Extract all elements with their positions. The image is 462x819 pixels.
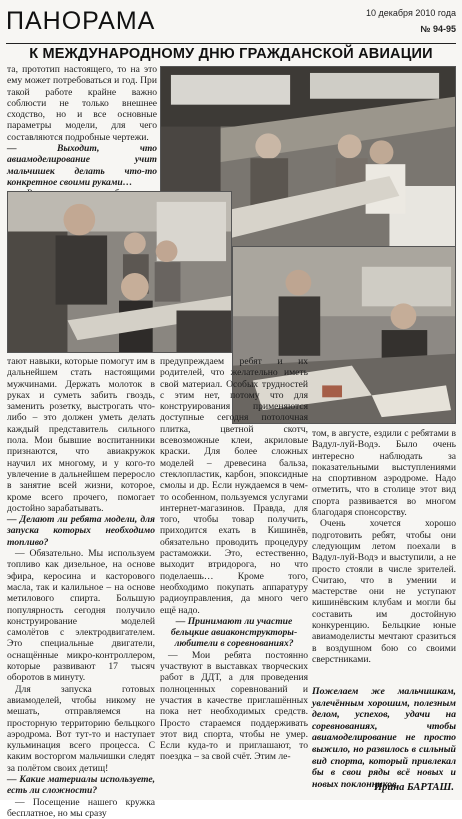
column-3 [312,428,456,684]
paragraph: — Мои ребята постоянно участвуют в выставках творческих работ в ДДТ, а для проведения полноценных соревнований и участия в качестве приглашённых пока нет необходимых средств. Просто стараемся поддерживать этот вид спорта, чтобы не умер. Если куда-то и приглашают, то поездка – за свой счёт. Этим ле- [160,649,308,763]
interview-question: — Выходит, что авиамоделирование учит мальчишек делать что-то конкретное своими руками… [7,143,157,188]
issue-date: 10 декабря 2010 года [365,8,456,18]
paragraph: та, прототип настоящего, то на это ему может потребоваться и год. При такой работе крайне важно соблюсти не только внешнее сходство, но и все основные параметры модели, для чего составляются подробные чертежи. [7,64,157,143]
interview-question: — Какие материалы используете, есть ли сложности? [7,773,155,797]
interview-question: — Делают ли ребята модели, для запуска которых необходимо топливо? [7,514,155,548]
photo-teacher-with-boys [7,191,232,353]
section-title: ПАНОРАМА [6,7,156,35]
photo-teacher-with-boys-image [8,192,231,352]
column-1-top [7,64,157,194]
masthead [6,4,456,44]
paragraph: Очень хочется хорошо подготовить ребят, чтобы они следующим летом поехали в Вадул-луй-Водэ и выступили, а не просто стояли в числе зрителей. Считаю, что в умении и мастерстве они не уступают кишинёвским клубам и могли бы составить им достойную конкуренцию. Бельцкие юные авиамоделисты мечтают сразиться в воздушном бою со своими сверстниками. [312,518,456,665]
paragraph: — Посещение нашего кружка бесплатное, но мы сразу [7,796,155,819]
issue-number: № 94-95 [420,24,456,34]
paragraph: — Обязательно. Мы используем топливо как дизельное, на основе эфира, керосина и касторового масла, так и калильное – на основе метилового спирта. Большую популярность сегодня получило конструирование моделей самолётов с электродвигателем. Это специальные двигатели, оснащённые микро-контроллером, которые развивают 17 тысяч оборотов в минуту. [7,548,155,684]
column-2 [160,356,308,786]
paragraph: предупреждаем ребят и их родителей, что желательно иметь свой материал. Особых трудностей с этим нет, потому что для конструирования применяются доступные сегодня потолочная плитка, цветной скотч, всевозможные клеи, акриловые краски. Для более сложных моделей – древесина бальза, стеклопластик, карбон, эпоксидные смолы и др. Если нуждаемся в чем-то особенном, пользуемся услугами интернет-магазинов. Правда, для того, чтобы товар получить, приходится ехать в Кишинёв, обязательно проводить процедуру растаможки. Это, естественно, выходит втридорога, но что поделаешь… Кроме того, необходимо покупать аппаратуру радиоуправления, да много чего ещё надо. [160,356,308,616]
interview-question: — Принимают ли участие бельцкие авиаконструкторы-любители в соревнованиях? [170,615,298,650]
paragraph: тают навыки, которые помогут им в дальнейшем стать настоящими мужчинами. Держать молоток в руках и суметь забить гвоздь, заменить розетку, выстрогать что-либо – это должен уметь делать каждый представитель сильного пола. Мои бывшие воспитанники признаются, что авиакружок научил их многому, и у кого-то увлечение в дальнейшем переросло в занятие всей жизни, которое, кроме всего прочего, помогает достойно зарабатывать. [7,356,155,514]
closing-wish: Пожелаем же мальчишкам, увлечённым хорошим, полезным делом, успехов, удачи на соревнованиях, чтобы авиамоделирование не просто выжило, но развилось в сильный вид спорта, который привлекал бы в свои ряды всё новых и новых поклонников. [312,686,456,790]
paragraph: том, в августе, ездили с ребятами в Вадул-луй-Водэ. Было очень интересно наблюдать за показательными выступлениями на спортивном аэродроме. Надо отметить, что в столице этот вид спорта развивается во многом благодаря спонсорству. [312,428,456,519]
article-headline: К МЕЖДУНАРОДНОМУ ДНЮ ГРАЖДАНСКОЙ АВИАЦИИ [29,46,433,62]
column-1-bottom [7,356,155,819]
author-signature: Ирина БАРТАШ. [374,782,454,793]
paragraph: Для запуска готовых авиамоделей, чтобы никому не мешать, отправляемся на просторную территорию бельцкого аэродрома. Вот тут-то и наступает кульминация всего процесса. С каким восторгом мальчишки следят за полётом своих детищ! [7,683,155,774]
